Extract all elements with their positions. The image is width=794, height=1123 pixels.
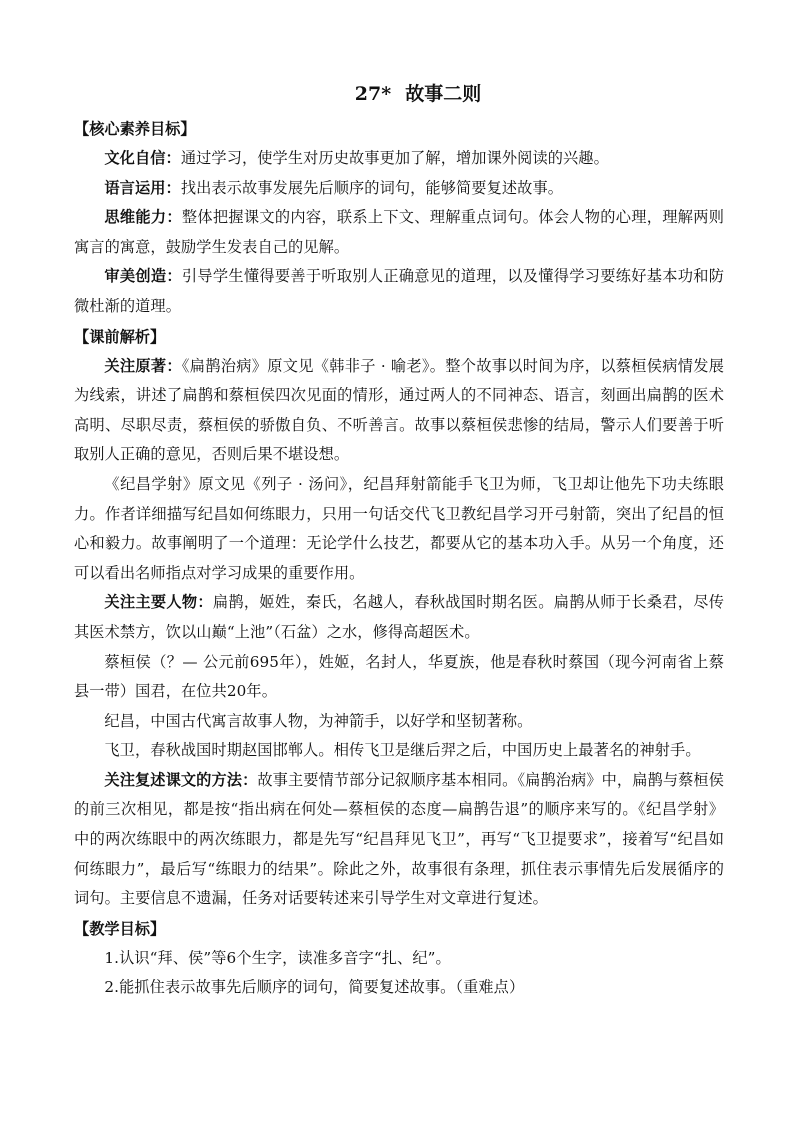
core-goal-paragraph	[74, 144, 724, 174]
paragraph-lead: 关注主要人物：	[104, 593, 213, 612]
paragraph-text: 引导学生懂得要善于听取别人正确意见的道理，以及懂得学习要练好基本功和防微杜渐的道理。	[74, 267, 725, 315]
analysis-paragraph	[74, 707, 724, 737]
lesson-title: 故事二则	[405, 83, 482, 105]
analysis-paragraph	[74, 648, 724, 707]
paragraph-lead: 关注复述课文的方法：	[104, 770, 258, 789]
analysis-paragraph	[74, 470, 724, 588]
section-heading-core-goals: 【核心素养目标】	[74, 120, 196, 138]
analysis-paragraph	[74, 352, 724, 470]
document-page	[74, 80, 724, 1003]
teaching-goal-item	[74, 944, 724, 974]
paragraph-text: 《纪昌学射》原文见《列子 · 汤问》，纪昌拜射箭能手飞卫为师，飞卫却让他先下功夫练眼力。作者详细描写纪昌如何练眼力，只用一句话交代飞卫教纪昌学习开弓射箭，突出了纪昌的恒心和毅力。故事阐明了一个道理：无论学什么技艺，都要从它的基本功入手。从另一个角度，还可以看出名师指点对学习成果的重要作用。	[74, 474, 724, 582]
paragraph-text: 通过学习，使学生对历史故事更加了解，增加课外阅读的兴趣。	[180, 149, 609, 167]
teaching-goal-item	[74, 973, 724, 1003]
paragraph-text: 2.能抓住表示故事先后顺序的词句，简要复述故事。（重难点）	[104, 978, 525, 997]
paragraph-text: 1.认识“拜、侯”等6个生字，读准多音字“扎、纪”。	[104, 948, 451, 967]
paragraph-lead: 审美创造：	[104, 267, 182, 286]
paragraph-text: 蔡桓侯（？— 公元前695年），姓姬，名封人，华夏族，他是春秋时蔡国（现今河南省上蔡县一带）国君，在位共20年。	[74, 652, 724, 701]
paragraph-text: 找出表示故事发展先后顺序的词句，能够简要复述故事。	[180, 178, 564, 197]
section-heading-teaching-goals: 【教学目标】	[74, 919, 166, 938]
paragraph-text: 故事主要情节部分记叙顺序基本相同。《扁鹊治病》中，扁鹊与蔡桓侯的前三次相见，都是按“指出病在何处—蔡桓侯的态度—扁鹊告退”的顺序来写的。《纪昌学射》中的两次练眼中的两次练眼力，都是先写“纪昌拜见飞卫”，再写“飞卫提要求”，接着写“纪昌如何练眼力”，最后写“练眼力的结果”。除此之外，故事很有条理，抓住表示事情先后发展循序的词句。主要信息不遗漏，任务对话要转述来引导学生对文章进行复述。	[74, 770, 725, 908]
section-heading-pre-analysis: 【课前解析】	[74, 327, 166, 346]
analysis-paragraph	[74, 766, 724, 914]
paragraph-lead: 文化自信：	[104, 149, 181, 167]
lesson-number: 27*	[354, 83, 392, 105]
paragraph-lead: 思维能力：	[104, 208, 182, 227]
core-goal-paragraph	[74, 262, 724, 321]
core-goal-paragraph	[74, 174, 724, 204]
analysis-paragraph	[74, 736, 724, 766]
paragraph-lead: 关注原著：	[104, 356, 182, 375]
paragraph-text: 飞卫，春秋战国时期赵国邯郸人。相传飞卫是继后羿之后，中国历史上最著名的神射手。	[104, 741, 701, 760]
paragraph-text: 纪昌，中国古代寓言故事人物，为神箭手，以好学和坚韧著称。	[104, 711, 533, 730]
page-title	[74, 80, 724, 108]
paragraph-text: 《扁鹊治病》原文见《韩非子 · 喻老》。整个故事以时间为序，以蔡桓侯病情发展为线索，讲述了扁鹊和蔡桓侯四次见面的情形，通过两人的不同神态、语言，刻画出扁鹊的医术高明、尽职尽责，蔡桓侯的骄傲自负、不听善言。故事以蔡桓侯悲惨的结局，警示人们要善于听取别人正确的意见，否则后果不堪设想。	[74, 356, 724, 464]
paragraph-text: 扁鹊，姬姓，秦氏，名越人，春秋战国时期名医。扁鹊从师于长桑君，尽传其医术禁方，饮以山巅“上池”（石盆）之水，修得高超医术。	[74, 593, 724, 641]
paragraph-text: 整体把握课文的内容，联系上下文、理解重点词句。体会人物的心理，理解两则寓言的寓意，鼓励学生发表自己的见解。	[74, 208, 725, 256]
paragraph-lead: 语言运用：	[104, 178, 181, 197]
analysis-paragraph	[74, 588, 724, 647]
core-goal-paragraph	[74, 203, 724, 262]
